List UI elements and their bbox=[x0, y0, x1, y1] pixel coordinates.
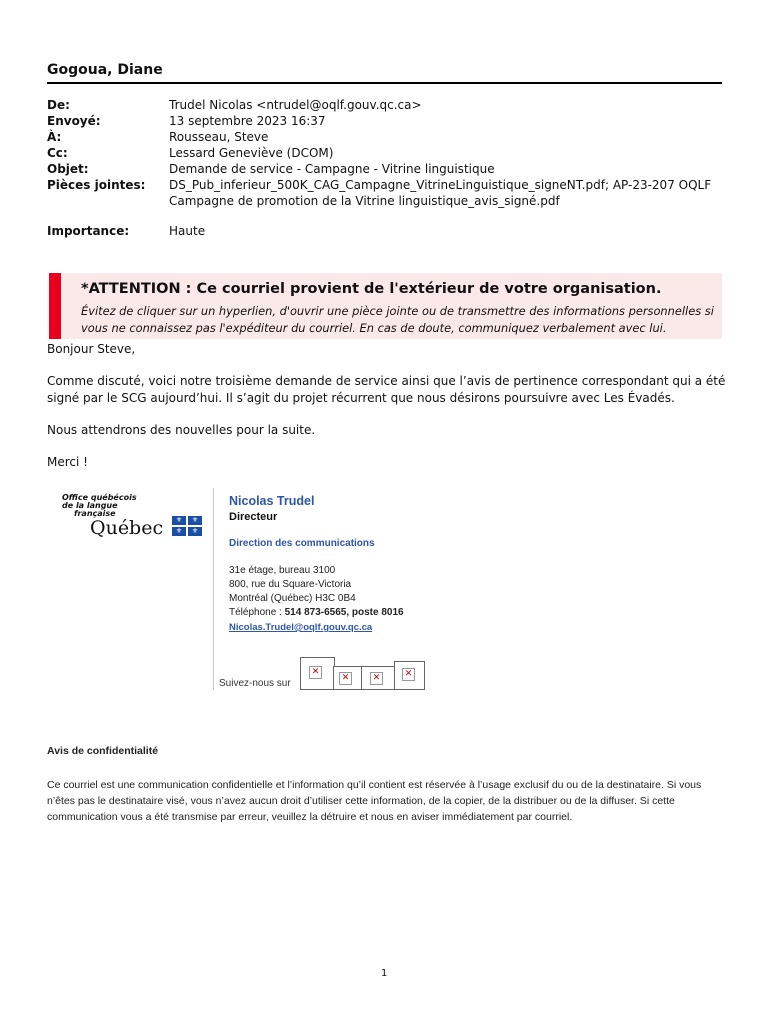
header-from bbox=[47, 97, 724, 113]
mailbox-owner-name: Gogoua, Diane bbox=[47, 62, 163, 78]
header-label: Cc: bbox=[47, 146, 68, 160]
social-icon-placeholder[interactable] bbox=[361, 666, 396, 690]
header-value: Rousseau, Steve bbox=[169, 130, 269, 144]
broken-image-icon: ✕ bbox=[309, 666, 322, 679]
email-headers bbox=[47, 97, 724, 239]
header-value: Trudel Nicolas <ntrudel@oqlf.gouv.qc.ca> bbox=[169, 98, 422, 112]
warning-heading: *ATTENTION : Ce courriel provient de l'extérieur de votre organisation. bbox=[81, 281, 662, 297]
header-label: À: bbox=[47, 130, 62, 144]
warning-text: Évitez de cliquer sur un hyperlien, d'ouvrir une pièce jointe ou de transmettre des informations personnelles si vous ne connaissez pas l'expéditeur du courriel. En cas de doute, communiquez verbalement avec lui. bbox=[81, 304, 714, 335]
page-number: 1 bbox=[381, 968, 388, 979]
title-underline bbox=[47, 82, 722, 84]
signature-name: Nicolas Trudel bbox=[229, 494, 315, 508]
closing: Merci ! bbox=[47, 455, 88, 469]
header-value: 13 septembre 2023 16:37 bbox=[169, 114, 326, 128]
header-cc bbox=[47, 145, 724, 161]
body-paragraph: Comme discuté, voici notre troisième demande de service ainsi que l’avis de pertinence correspondant qui a été signé par le SCG aujourd’hui. Il s’agit du projet récurrent que nous désirons poursuivre avec Les Évadés. bbox=[47, 374, 726, 405]
confidentiality-heading: Avis de confidentialité bbox=[47, 745, 159, 757]
attachments-list[interactable]: DS_Pub_inferieur_500K_CAG_Campagne_VitrineLinguistique_signeNT.pdf; AP-23-207 OQLF Campagne de promotion de la Vitrine linguistique_avis_signé.pdf bbox=[169, 178, 712, 208]
header-value: Lessard Geneviève (DCOM) bbox=[169, 146, 334, 160]
logo-org-name: Office québécois de la langue française bbox=[62, 493, 137, 518]
header-label: Importance: bbox=[47, 224, 130, 238]
header-to bbox=[47, 129, 724, 145]
broken-image-icon: ✕ bbox=[370, 672, 383, 685]
header-subject bbox=[47, 161, 724, 177]
external-email-warning bbox=[49, 273, 722, 339]
signature-address bbox=[229, 564, 404, 620]
header-label: De: bbox=[47, 98, 70, 112]
quebec-flag-icon: ⚜ ⚜ ⚜ ⚜ bbox=[172, 516, 203, 536]
importance-value: Haute bbox=[169, 224, 206, 238]
header-attachments bbox=[47, 177, 724, 209]
signature-phone: Téléphone : 514 873-6565, poste 8016 bbox=[229, 607, 404, 618]
signature-block bbox=[229, 494, 404, 636]
confidentiality-notice bbox=[47, 745, 727, 825]
signature-department: Direction des communications bbox=[229, 538, 375, 549]
warning-accent-bar bbox=[49, 273, 61, 339]
header-label: Objet: bbox=[47, 162, 89, 176]
greeting: Bonjour Steve, bbox=[47, 342, 136, 356]
header-label: Envoyé: bbox=[47, 114, 101, 128]
body-paragraph: Nous attendrons des nouvelles pour la suite. bbox=[47, 423, 316, 437]
message-body bbox=[47, 341, 727, 486]
header-value: Demande de service - Campagne - Vitrine linguistique bbox=[169, 162, 495, 176]
broken-image-icon: ✕ bbox=[402, 668, 415, 681]
address-line: 31e étage, bureau 3100 bbox=[229, 565, 336, 576]
follow-us-label: Suivez-nous sur bbox=[219, 678, 291, 689]
social-icon-placeholder[interactable] bbox=[300, 657, 335, 690]
signature-title: Directeur bbox=[229, 511, 278, 523]
header-sent bbox=[47, 113, 724, 129]
header-importance bbox=[47, 223, 724, 239]
social-icon-placeholder[interactable] bbox=[333, 666, 363, 690]
signature-divider bbox=[213, 488, 214, 690]
oqlf-logo bbox=[62, 494, 207, 544]
broken-image-icon: ✕ bbox=[339, 672, 352, 685]
logo-wordmark: Québec bbox=[90, 517, 164, 539]
address-line: 800, rue du Square-Victoria bbox=[229, 579, 352, 590]
social-icon-placeholder[interactable] bbox=[394, 661, 425, 690]
signature-email-link[interactable]: Nicolas.Trudel@oqlf.gouv.qc.ca bbox=[229, 622, 373, 633]
confidentiality-text: Ce courriel est une communication confidentielle et l’information qu’il contient est réservée à l’usage exclusif du ou de la destinataire. Si vous n’êtes pas le destinataire visé, vous n’avez aucun droit d’utiliser cette information, de la copier, de la distribuer ou de la diffuser. Si cette communication vous a été transmise par erreur, veuillez la détruire et nous en aviser immédiatement par courriel. bbox=[47, 779, 702, 823]
header-label: Pièces jointes: bbox=[47, 178, 146, 192]
address-line: Montréal (Québec) H3C 0B4 bbox=[229, 593, 356, 604]
